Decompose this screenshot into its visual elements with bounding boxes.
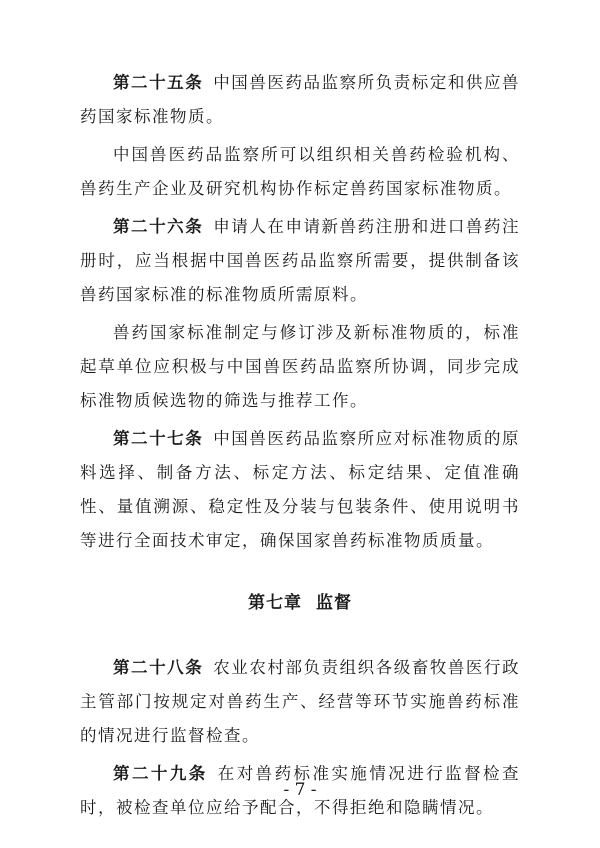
article-28-paragraph bbox=[80, 651, 520, 753]
chapter-heading bbox=[80, 588, 520, 613]
article-26-text-2: 兽药国家标准制定与修订涉及新标准物质的，标准起草单位应积极与中国兽医药品监察所协调，同步完成标准物质候选物的筛选与推荐工作。 bbox=[80, 323, 520, 410]
document-page bbox=[80, 66, 520, 829]
chapter-number: 第七章 bbox=[248, 593, 302, 613]
article-29-number: 第二十九条 bbox=[113, 764, 208, 783]
article-25-number: 第二十五条 bbox=[113, 73, 204, 92]
article-25-paragraph bbox=[80, 66, 520, 134]
article-27-number: 第二十七条 bbox=[113, 429, 204, 448]
article-26-paragraph-2 bbox=[80, 316, 520, 418]
article-28-number: 第二十八条 bbox=[113, 658, 204, 677]
article-27-paragraph bbox=[80, 422, 520, 558]
article-25-text-2: 中国兽医药品监察所可以组织相关兽药检验机构、兽药生产企业及研究机构协作标定兽药国家标准物质。 bbox=[80, 145, 520, 198]
article-27-text: 中国兽医药品监察所应对标准物质的原料选择、制备方法、标定方法、标定结果、定值准确性、量值溯源、稳定性及分装与包装条件、使用说明书等进行全面技术审定，确保国家兽药标准物质质量。 bbox=[80, 429, 521, 550]
article-25-text: 中国兽医药品监察所负责标定和供应兽药国家标准物质。 bbox=[80, 73, 521, 126]
article-29-text: 在对兽药标准实施情况进行监督检查时，被检查单位应给予配合，不得拒绝和隐瞒情况。 bbox=[80, 764, 520, 817]
chapter-title: 监督 bbox=[316, 593, 352, 613]
article-25-paragraph-2 bbox=[80, 138, 520, 206]
article-26-paragraph bbox=[80, 210, 520, 312]
article-28-text: 农业农村部负责组织各级畜牧兽医行政主管部门按规定对兽药生产、经营等环节实施兽药标准的情况进行监督检查。 bbox=[80, 658, 521, 745]
page-number: - 7 - bbox=[283, 780, 317, 800]
article-26-text: 申请人在申请新兽药注册和进口兽药注册时，应当根据中国兽医药品监察所需要，提供制备该兽药国家标准的标准物质所需原料。 bbox=[80, 217, 521, 304]
article-26-number: 第二十六条 bbox=[113, 217, 204, 236]
